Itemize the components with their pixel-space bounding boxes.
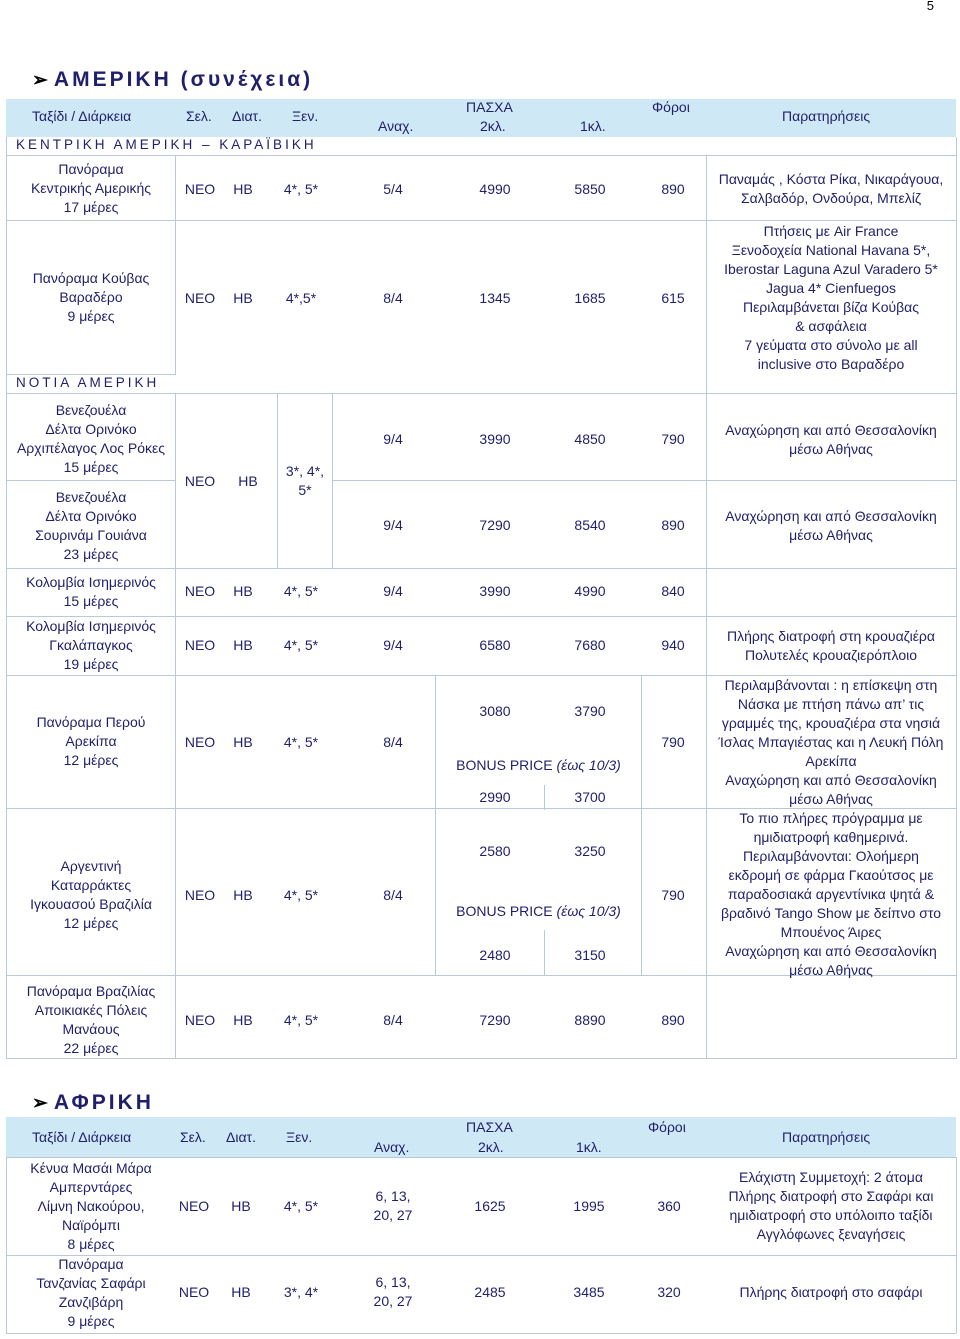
diat-value: ΗΒ bbox=[233, 637, 253, 653]
grid-line bbox=[6, 393, 956, 394]
price-1kl: 8890 bbox=[574, 1012, 606, 1028]
xen-value: 4*,5* bbox=[285, 290, 317, 306]
trip-name: Βενεζουέλα Δέλτα Ορινόκο Αρχιπέλαγος Λος Ρόκες 15 μέρες bbox=[16, 402, 166, 475]
bonus-price-1kl: 3700 bbox=[574, 789, 606, 805]
header-xen: Ξεν. bbox=[292, 108, 319, 124]
price-1kl: 7680 bbox=[574, 637, 606, 653]
trip-name: Πανόραμα Κεντρικής Αμερικής 17 μέρες bbox=[30, 161, 152, 215]
grid-line bbox=[6, 155, 956, 156]
price-2kl: 3990 bbox=[479, 431, 511, 447]
section-title-text: ΑΦΡΙΚΗ bbox=[53, 1091, 154, 1114]
anax-value: 8/4 bbox=[383, 887, 403, 903]
sel-value: ΝΕΟ bbox=[184, 734, 216, 750]
anax-value: 8/4 bbox=[383, 1012, 403, 1028]
fees-value: 320 bbox=[657, 1284, 681, 1300]
grid-line bbox=[956, 1157, 957, 1333]
anax-value: 9/4 bbox=[383, 431, 403, 447]
price-1kl: 8540 bbox=[574, 517, 606, 533]
notes-value: Το πιο πλήρες πρόγραμμα με ημιδιατροφή καθημερινά. Περιλαμβάνονται: Ολοήμερη εκδρομή σε φάρμα Γκαούτσος με παραδοσιακά αργεντίνικα ψητά & βραδινό Tango Show με δείπνο στο Μπουένος Άιρες Αναχώρηση και από Θεσσαλονίκη μέσω Αθήνας bbox=[720, 810, 942, 978]
price-2kl: 7290 bbox=[479, 517, 511, 533]
grid-line bbox=[6, 1157, 956, 1158]
header-notes: Παρατηρήσεις bbox=[782, 1129, 871, 1145]
price-2kl: 2485 bbox=[474, 1284, 506, 1300]
trip-name: Αργεντινή Καταρράκτες Ιγκουασού Βραζιλία 12 μέρες bbox=[30, 858, 152, 931]
header-fees: Φόροι bbox=[648, 1119, 686, 1135]
header-1kl: 1κλ. bbox=[576, 1139, 602, 1155]
notes-value: Ελάχιστη Συμμετοχή: 2 άτομα Πλήρης διατροφή στο Σαφάρι και ημιδιατροφή στο υπόλοιπο ταξίδι Αγγλόφωνες ξεναγήσεις bbox=[728, 1169, 934, 1242]
subheader-central-america: ΚΕΝΤΡΙΚΗ ΑΜΕΡΙΚΗ – ΚΑΡΑΪΒΙΚΗ bbox=[16, 137, 317, 152]
header-2kl: 2κλ. bbox=[478, 1139, 504, 1155]
price-2kl: 2580 bbox=[479, 843, 511, 859]
sel-value: ΝΕΟ bbox=[184, 583, 216, 599]
diat-value: ΗΒ bbox=[231, 1198, 251, 1214]
anax-value: 8/4 bbox=[383, 290, 403, 306]
xen-value: 4*, 5* bbox=[283, 583, 319, 599]
arrow-checkmark-icon: ➢ bbox=[32, 70, 48, 91]
sel-value: ΝΕΟ bbox=[184, 1012, 216, 1028]
notes-value: Πτήσεις με Air France Ξενοδοχεία National Havana 5*, Iberostar Laguna Azul Varadero 5* Jagua 4* Cienfuegos Περιλαμβάνεται βίζα Κούβας & ασφάλεια 7 γεύματα στο σύνολο με all inclusive στο Βαραδέρο bbox=[724, 223, 938, 372]
header-notes: Παρατηρήσεις bbox=[782, 108, 871, 124]
xen-value: 4*, 5* bbox=[283, 637, 319, 653]
price-2kl: 6580 bbox=[479, 637, 511, 653]
sel-value: ΝΕΟ bbox=[178, 1284, 210, 1300]
subheader-south-america: ΝΟΤΙΑ ΑΜΕΡΙΚΗ bbox=[16, 375, 160, 390]
notes-value: Αναχώρηση και από Θεσσαλονίκη μέσω Αθήνας bbox=[725, 422, 937, 457]
xen-value: 4*, 5* bbox=[283, 734, 319, 750]
notes-value: Παναμάς , Κόστα Ρίκα, Νικαράγουα, Σαλβαδόρ, Ονδούρα, Μπελίζ bbox=[718, 171, 944, 206]
page-number: 5 bbox=[926, 0, 934, 13]
fees-value: 790 bbox=[661, 431, 685, 447]
grid-line bbox=[641, 675, 642, 975]
price-2kl: 1345 bbox=[479, 290, 511, 306]
price-1kl: 5850 bbox=[574, 181, 606, 197]
price-1kl: 3790 bbox=[574, 703, 606, 719]
price-2kl: 7290 bbox=[479, 1012, 511, 1028]
fees-value: 615 bbox=[661, 290, 685, 306]
bonus-price-2kl: 2480 bbox=[479, 947, 511, 963]
xen-value: 4*, 5* bbox=[283, 181, 319, 197]
sel-value: ΝΕΟ bbox=[184, 637, 216, 653]
trip-name: Κολομβία Ισημερινός Γκαλάπαγκος 19 μέρες bbox=[26, 618, 156, 672]
header-2kl: 2κλ. bbox=[480, 118, 506, 134]
notes-value: Πλήρης διατροφή στη κρουαζιέρα Πολυτελές κρουαζιερόπλοιο bbox=[727, 628, 935, 663]
notes-value: Αναχώρηση και από Θεσσαλονίκη μέσω Αθήνας bbox=[725, 508, 937, 543]
header-trip: Ταξίδι / Διάρκεια bbox=[32, 108, 132, 124]
header-1kl: 1κλ. bbox=[580, 118, 606, 134]
trip-name: Κένυα Μασάι Μάρα Αμπερντάρες Λίμνη Νακούρου, Ναϊρόμπι 8 μέρες bbox=[30, 1160, 152, 1252]
grid-line bbox=[544, 930, 545, 975]
price-2kl: 3990 bbox=[479, 583, 511, 599]
grid-line bbox=[6, 220, 956, 221]
anax-value: 5/4 bbox=[383, 181, 403, 197]
xen-value: 4*, 5* bbox=[283, 1012, 319, 1028]
price-1kl: 1995 bbox=[573, 1198, 605, 1214]
header-fees: Φόροι bbox=[652, 99, 690, 115]
header-sel: Σελ. bbox=[180, 1129, 206, 1145]
sel-value: ΝΕΟ bbox=[184, 473, 216, 489]
price-1kl: 3485 bbox=[573, 1284, 605, 1300]
sel-value: ΝΕΟ bbox=[184, 887, 216, 903]
diat-value: ΗΒ bbox=[231, 1284, 251, 1300]
header-xen: Ξεν. bbox=[286, 1129, 313, 1145]
trip-name: Πανόραμα Βραζιλίας Αποικιακές Πόλεις Μανάους 22 μέρες bbox=[26, 983, 156, 1056]
fees-value: 940 bbox=[661, 637, 685, 653]
fees-value: 890 bbox=[661, 1012, 685, 1028]
bonus-price-2kl: 2990 bbox=[479, 789, 511, 805]
fees-value: 890 bbox=[661, 181, 685, 197]
diat-value: ΗΒ bbox=[233, 1012, 253, 1028]
xen-value: 3*, 4*, 5* bbox=[285, 463, 325, 498]
trip-name: Πανόραμα Τανζανίας Σαφάρι Ζανζιβάρη 9 μέρες bbox=[36, 1256, 146, 1329]
grid-line bbox=[6, 1058, 956, 1059]
notes-value: Περιλαμβάνονται : η επίσκεψη στη Νάσκα με πτήση πάνω απ’ τις γραμμές της, κρουαζιέρα στα νησιά Ίσλας Μπαγιέστας και η Λευκή Πόλη Αρεκίπα Αναχώρηση και από Θεσσαλονίκη μέσω Αθήνας bbox=[718, 677, 944, 807]
trip-name: Πανόραμα Κούβας Βαραδέρο 9 μέρες bbox=[32, 270, 150, 324]
diat-value: ΗΒ bbox=[233, 290, 253, 306]
header-sel: Σελ. bbox=[186, 108, 212, 124]
trip-name: Πανόραμα Περού Αρεκίπα 12 μέρες bbox=[36, 714, 146, 768]
anax-value: 8/4 bbox=[383, 734, 403, 750]
grid-line bbox=[435, 675, 436, 975]
section-title-africa bbox=[32, 1091, 154, 1115]
header-diat: Διατ. bbox=[232, 108, 262, 124]
price-2kl: 3080 bbox=[479, 703, 511, 719]
header-trip: Ταξίδι / Διάρκεια bbox=[32, 1129, 132, 1145]
anax-value: 6, 13, 20, 27 bbox=[373, 1188, 413, 1223]
trip-name: Βενεζουέλα Δέλτα Ορινόκο Σουρινάμ Γουιάνα 23 μέρες bbox=[35, 489, 147, 562]
fees-value: 840 bbox=[661, 583, 685, 599]
header-anax: Αναχ. bbox=[374, 1139, 410, 1155]
diat-value: ΗΒ bbox=[233, 734, 253, 750]
diat-value: ΗΒ bbox=[233, 583, 253, 599]
header-pascha: ΠΑΣΧΑ bbox=[466, 99, 513, 115]
price-1kl: 3250 bbox=[574, 843, 606, 859]
bonus-price-label: BONUS PRICE (έως 10/3) bbox=[456, 757, 621, 773]
xen-value: 3*, 4* bbox=[283, 1284, 319, 1300]
xen-value: 4*, 5* bbox=[283, 887, 319, 903]
grid-line bbox=[6, 480, 176, 481]
grid-line bbox=[544, 785, 545, 810]
header-anax: Αναχ. bbox=[378, 118, 414, 134]
price-1kl: 1685 bbox=[574, 290, 606, 306]
sel-value: ΝΕΟ bbox=[184, 181, 216, 197]
sel-value: ΝΕΟ bbox=[184, 290, 216, 306]
fees-value: 790 bbox=[661, 887, 685, 903]
diat-value: ΗΒ bbox=[233, 181, 253, 197]
trip-name: Κολομβία Ισημερινός 15 μέρες bbox=[26, 574, 156, 609]
anax-value: 9/4 bbox=[383, 583, 403, 599]
fees-value: 360 bbox=[657, 1198, 681, 1214]
anax-value: 6, 13, 20, 27 bbox=[373, 1274, 413, 1309]
notes-value: Πλήρης διατροφή στο σαφάρι bbox=[739, 1284, 923, 1300]
fees-value: 790 bbox=[661, 734, 685, 750]
fees-value: 890 bbox=[661, 517, 685, 533]
price-2kl: 1625 bbox=[474, 1198, 506, 1214]
header-diat: Διατ. bbox=[226, 1129, 256, 1145]
grid-line bbox=[6, 1333, 956, 1334]
grid-line bbox=[333, 480, 956, 481]
sel-value: ΝΕΟ bbox=[178, 1198, 210, 1214]
header-pascha: ΠΑΣΧΑ bbox=[466, 1119, 513, 1135]
price-2kl: 4990 bbox=[479, 181, 511, 197]
grid-line bbox=[6, 568, 956, 569]
diat-value: ΗΒ bbox=[238, 473, 258, 489]
bonus-price-1kl: 3150 bbox=[574, 947, 606, 963]
section-title-text: ΑΜΕΡΙΚΗ (συνέχεια) bbox=[53, 68, 314, 91]
anax-value: 9/4 bbox=[383, 637, 403, 653]
price-1kl: 4990 bbox=[574, 583, 606, 599]
bonus-price-label: BONUS PRICE (έως 10/3) bbox=[456, 903, 621, 919]
arrow-checkmark-icon: ➢ bbox=[32, 1093, 48, 1114]
grid-line bbox=[956, 137, 957, 1059]
section-title-america bbox=[32, 68, 313, 92]
anax-value: 9/4 bbox=[383, 517, 403, 533]
xen-value: 4*, 5* bbox=[283, 1198, 319, 1214]
price-1kl: 4850 bbox=[574, 431, 606, 447]
diat-value: ΗΒ bbox=[233, 887, 253, 903]
